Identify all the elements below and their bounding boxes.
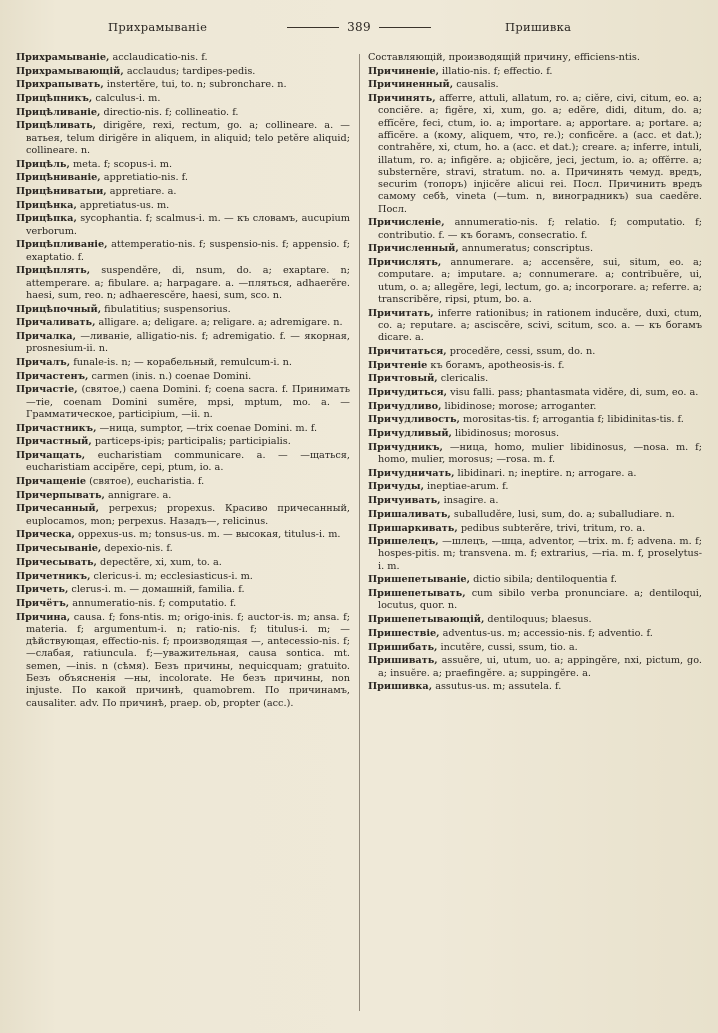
entry-headword: Прицѣпливаніе,: [16, 239, 108, 251]
entry-definition: dirigĕre, rexi, rectum, go. a; collineare. a. —ватьея, telum dirigĕre in aliquem, in aliquid; telo petĕre aliquid; collineare. n.: [26, 120, 350, 157]
entry-headword: Пришаливать,: [368, 508, 451, 520]
entry-headword: Причётъ,: [16, 597, 70, 609]
entry-headword: Причалъ,: [16, 357, 71, 369]
entry-definition: insagire. a.: [443, 495, 499, 507]
entry-headword: Прицѣливаніе,: [16, 106, 101, 118]
dictionary-entry: [16, 186, 350, 198]
dictionary-entry: [368, 588, 702, 613]
entry-headword: Причина,: [16, 611, 71, 623]
dictionary-entry: [16, 52, 350, 64]
entry-headword: Пришепетывать,: [368, 588, 466, 600]
entry-headword: Пришепетываніе,: [368, 574, 470, 586]
entry-headword: Пришивка,: [368, 681, 433, 693]
entry-headword: Прихрамывающій,: [16, 65, 124, 77]
dictionary-entry: [16, 371, 350, 383]
entry-definition: adventus-us. m; accessio-nis. f; adventio. f.: [442, 627, 653, 639]
dictionary-entry: [368, 495, 702, 507]
dictionary-entry: [16, 172, 350, 184]
entry-definition: visu falli. pass; phantasmata vidĕre, di, sum, eo. a.: [450, 387, 699, 399]
dictionary-entry: [368, 442, 702, 467]
entry-definition: —ница, homo, mulier libidinosus, —nosa. m. f; homo, mulier, morosus; —rosa. m. f.: [378, 441, 702, 466]
dictionary-entry: [16, 357, 350, 369]
entry-headword: Пришепетывающій,: [368, 614, 485, 626]
dictionary-entry: [368, 79, 702, 91]
dictionary-entry: [16, 213, 350, 238]
dictionary-entry: [16, 598, 350, 610]
entry-definition: assuĕre, ui, utum, uo. a; appingĕre, nxi, pictum, go. a; insuĕre. a; praefingĕre. a; suppingĕre. a.: [378, 655, 702, 679]
entry-definition: particeps-ipis; participalis; participialis.: [94, 436, 291, 448]
entry-definition: procedĕre, cessi, ssum, do. n.: [449, 345, 596, 357]
entry-definition: causalis.: [456, 79, 499, 91]
page-header: [0, 20, 718, 42]
entry-definition: meta. f; scopus-i. m.: [72, 158, 173, 170]
dictionary-entry: [16, 159, 350, 171]
dictionary-entry: [368, 217, 702, 242]
entry-headword: Пришествіе,: [368, 627, 440, 639]
entry-definition: inferre rationibus; in rationem inducĕre, duxi, ctum, co. a; reputare. a; asciscĕre, scivi, scitum, sco. a. — къ богамъ dicare. a.: [378, 307, 702, 344]
right-column: [368, 52, 702, 1025]
entry-definition: perpexus; propexus. Красиво причесанный, euplocamos, mon; perpexus. Назадъ—, relicinus.: [26, 503, 350, 527]
entry-headword: Прицѣплять,: [16, 265, 91, 277]
entry-headword: Причисленный,: [368, 243, 459, 255]
dictionary-entry: [368, 628, 702, 640]
entry-definition: calculus-i. m.: [95, 93, 161, 105]
dictionary-entry: [16, 571, 350, 583]
entry-headword: Пришаркивать,: [368, 522, 458, 534]
entry-headword: Причаливать,: [16, 317, 96, 329]
dictionary-entry: [368, 655, 702, 680]
dictionary-entry: [368, 681, 702, 693]
entry-definition: sycophantia. f; scalmus-i. m. — къ словамъ, aucupium verborum.: [26, 213, 350, 237]
entry-definition: libidinosus; morosus.: [454, 428, 560, 440]
entry-headword: Причесываніе,: [16, 543, 102, 555]
entry-headword: Причудничать,: [368, 467, 455, 479]
entry-definition: annigrare. a.: [108, 489, 172, 501]
dictionary-entry: [368, 428, 702, 440]
column-divider: [359, 54, 360, 1011]
entry-definition: incutĕre, cussi, ssum, tio. a.: [440, 641, 578, 653]
dictionary-entry: [16, 423, 350, 435]
dictionary-entry: [368, 66, 702, 78]
dictionary-entry: [16, 120, 350, 157]
dictionary-entry: [368, 414, 702, 426]
dictionary-entry: [368, 346, 702, 358]
entry-definition: annumerare. a; accensĕre, sui, situm, eo. a; computare. a; imputare. a; connumerare. a; contribuĕre, ui, utum, o. a; allegĕre, legi, lectum, go. a; incorporare. a; referre. a; transcribĕre, ripsi, ptum, bo. a.: [378, 257, 702, 305]
entry-definition: —шлецъ, —шца, adventor, —trix. m. f; advena. m. f; hospes-pitis. m; transvena. m. f; extrarius, —ria. m. f, proselytus-i. m.: [378, 536, 702, 572]
dictionary-entry: [16, 93, 350, 105]
entry-definition: dentiloquus; blaesus.: [487, 614, 592, 626]
entry-headword: Причастникъ,: [16, 422, 97, 434]
entry-headword: Прицѣль,: [16, 158, 70, 170]
dictionary-entry: [16, 543, 350, 555]
dictionary-entry: [16, 584, 350, 596]
entry-definition: clericus-i. m; ecclesiasticus-i. m.: [93, 570, 253, 582]
dictionary-entry: [16, 490, 350, 502]
entry-definition: directio-nis. f; collineatio. f.: [103, 106, 239, 118]
entry-definition: annumeratio-nis. f; relatio. f; computatio. f; contributio. f. — къ богамъ, consecratio. f.: [378, 217, 702, 241]
dictionary-entry: [16, 331, 350, 356]
entry-headword: Пришибать,: [368, 641, 438, 653]
entry-headword: Прицѣниваніе,: [16, 172, 101, 184]
entry-headword: Прихрапывать,: [16, 79, 104, 91]
entry-headword: Причтовый,: [368, 373, 438, 385]
dictionary-entry: [368, 523, 702, 535]
entry-definition: depectĕre, xi, xum, to. a.: [100, 556, 222, 568]
dictionary-entry: [16, 450, 350, 475]
entry-definition: —ливаніе, alligatio-nis. f; adremigatio. f. — якорная, prosnesium-ii. n.: [26, 331, 350, 355]
entry-headword: Причиненіе,: [368, 65, 439, 77]
entry-definition: suspendĕre, di, nsum, do. a; exaptare. n; attemperare. a; fibulare. a; harpagare. a. —пляться, adhaerĕre. haesi, sum, reo. n; adhaerescĕre, haesi, sum, sco. n.: [26, 265, 350, 302]
dictionary-entry: [16, 436, 350, 448]
dictionary-entry: [16, 557, 350, 569]
entry-headword: Прицѣпка,: [16, 213, 77, 225]
entry-definition: (святое), eucharistia. f.: [89, 476, 205, 488]
entry-headword: Прихрамываніе,: [16, 52, 110, 63]
entry-definition: fibulatitius; suspensorius.: [104, 303, 231, 315]
entry-definition: (святое,) caena Domini. f; coena sacra. f. Принимать —тіе, coenam Domini sumĕre, mpsi, mptum, mo. a. — Грамматическое, participium, —ii. n.: [26, 384, 350, 421]
entry-definition: libidinose; morose; arroganter.: [444, 400, 597, 412]
entry-definition: acclaudicatio-nis. f.: [112, 52, 208, 63]
entry-definition: clericalis.: [440, 373, 489, 385]
entry-definition: appretiatus-us. m.: [79, 199, 170, 211]
page-number: 389: [0, 20, 718, 34]
dictionary-entry: [16, 79, 350, 91]
entry-definition: dictio sibila; dentiloquentia f.: [473, 574, 617, 586]
entry-definition: eucharistiam communicare. a. — —щаться, eucharistiam accipĕre, cepi, ptum, io. a.: [26, 450, 350, 474]
dictionary-entry: [16, 304, 350, 316]
entry-headword: Причеть,: [16, 584, 69, 596]
entry-definition: instertĕre, tui, to. n; subronchare. n.: [106, 79, 287, 91]
entry-headword: Причесанный,: [16, 503, 99, 515]
entry-headword: Прицѣниватыи,: [16, 186, 107, 198]
entry-definition: carmen (inis. n.) coenae Domini.: [91, 370, 252, 382]
entry-headword: Прическа,: [16, 529, 75, 541]
entry-definition: annumeratus; conscriptus.: [461, 243, 594, 255]
entry-headword: Причуды,: [368, 481, 424, 493]
entry-headword: Причисленіе,: [368, 217, 445, 229]
entry-headword: Причислять,: [368, 257, 442, 269]
entry-definition: morositas-tis. f; arrogantia f; libidinitas-tis. f.: [463, 414, 684, 426]
entry-definition: ineptiae-arum. f.: [427, 481, 509, 493]
dictionary-entry: [368, 574, 702, 586]
entry-definition: acclaudus; tardipes-pedis.: [126, 65, 256, 77]
entry-headword: Причитать,: [368, 307, 434, 319]
entry-headword: Причиненный,: [368, 79, 454, 91]
entry-headword: Причудливость,: [368, 414, 460, 426]
entry-definition: suballudĕre, lusi, sum, do. a; suballudiare. n.: [453, 508, 675, 520]
entry-headword: Причастіе,: [16, 384, 78, 396]
entry-definition: —ница, sumptor, —trix coenae Domini. m. f.: [99, 422, 318, 434]
entry-definition: assutus-us. m; assutela. f.: [435, 681, 562, 693]
entry-headword: Причудникъ,: [368, 441, 443, 453]
entry-definition: pedibus subterĕre, trivi, tritum, ro. a.: [460, 522, 646, 534]
entry-definition: appretiatio-nis. f.: [103, 172, 188, 184]
dictionary-entry: [368, 52, 702, 64]
dictionary-entry: [16, 476, 350, 488]
dictionary-entry: [16, 503, 350, 528]
entry-definition: Составляющій, производящій причину, efficiens-ntis.: [368, 52, 640, 63]
entry-headword: Причтеніе: [368, 359, 428, 371]
dictionary-entry: [368, 243, 702, 255]
entry-headword: Причерпывать,: [16, 489, 105, 501]
entry-definition: libidinari. n; ineptire. n; arrogare. a.: [457, 467, 637, 479]
entry-headword: Причудливо,: [368, 400, 442, 412]
dictionary-entry: [16, 384, 350, 421]
entry-headword: Причуивать,: [368, 495, 441, 507]
entry-headword: Прицѣнка,: [16, 199, 77, 211]
entry-definition: funale-is. n; — корабельный, remulcum-i. n.: [73, 357, 292, 369]
entry-headword: Причудливый,: [368, 428, 452, 440]
entry-headword: Причинять,: [368, 93, 436, 105]
entry-definition: alligare. a; deligare. a; religare. a; adremigare. n.: [98, 317, 343, 329]
dictionary-entry: [16, 107, 350, 119]
entry-headword: Прицѣпникъ,: [16, 93, 93, 105]
dictionary-entry: [16, 239, 350, 264]
dictionary-entry: [16, 200, 350, 212]
entry-headword: Причащать,: [16, 450, 86, 462]
dictionary-entry: [368, 387, 702, 399]
entry-headword: Прицѣливать,: [16, 120, 97, 132]
dictionary-entry: [368, 401, 702, 413]
entry-headword: Причастный,: [16, 436, 92, 448]
entry-definition: depexio-nis. f.: [104, 543, 173, 555]
dictionary-entry: [16, 265, 350, 302]
dictionary-entry: [16, 66, 350, 78]
entry-definition: annumeratio-nis. f; computatio. f.: [72, 597, 237, 609]
dictionary-entry: [368, 481, 702, 493]
entry-headword: Причалка,: [16, 331, 76, 343]
entry-definition: afferre, attuli, allatum, ro. a; ciĕre, civi, citum, eo. a; conciĕre. a; figĕre, xi, xum, go. a; edĕre, didi, ditum, do. a; effĭcĕre, feci, ctum, io. a; importare. a; apportare. a; portare. a; afficĕre. a (кому, aliquem, что, re.); conficĕre. a (acc. et dat.); contrahĕre, xi, ctum, ho. a (acc. et dat.); creare. a; inferre, intuli, illatum, ro. a; infigĕre. a; objicĕre, jeci, jectum, io. a; offĕrre. a; substernĕre, stravi, stratum. no. a. Причинять чемуд. вредъ, securim (топоръ) injicĕre alicui rei. Посл. Причинить вредъ самому себѣ, vineta (—tum. n, виноградникъ) sua caedĕre. Посл.: [378, 93, 702, 215]
dictionary-entry: [368, 257, 702, 306]
dictionary-entry: [368, 468, 702, 480]
dictionary-entry: [368, 308, 702, 345]
entry-definition: cum sibilo verba pronunciare. a; dentiloqui, locutus, quor. n.: [378, 588, 702, 612]
entry-definition: къ богамъ, apotheosis-is. f.: [430, 359, 565, 371]
entry-headword: Причитаться,: [368, 345, 447, 357]
dictionary-entry: [368, 373, 702, 385]
dictionary-entry: [368, 614, 702, 626]
dictionary-entry: [368, 642, 702, 654]
dictionary-entry: [368, 509, 702, 521]
entry-headword: Причесывать,: [16, 556, 97, 568]
dictionary-entry: [368, 93, 702, 216]
entry-headword: Причетникъ,: [16, 570, 91, 582]
entry-definition: clerus-i. m. — домашній, familia. f.: [71, 584, 245, 596]
entry-definition: appretiare. a.: [109, 186, 177, 198]
entry-headword: Причащеніе: [16, 476, 87, 488]
entry-headword: Пришивать,: [368, 655, 438, 667]
left-column: [16, 52, 350, 1025]
entry-definition: causa. f; fons-ntis. m; origo-inis. f; auctor-is. m; ansa. f; materia. f; argumentum-i. n; ratio-nis. f; titulus-i. m; — дѣйствующая, effectio-nis. f; производящая —, antecessio-nis. f;—слабая, ratiuncula. f;—уважительная, causa sontica. mt. semen, —inis. n (сѣмя). Безъ причины, nequicquam; gratuito. Безъ объясненія —ны, incolorate. Не безъ причины, non injuste. По какой причинѣ, quamobrem. По причинамъ, causaliter. adv. По причинѣ, praep. ob, propter (acc.).: [26, 611, 350, 709]
dictionary-entry: [16, 612, 350, 710]
entry-definition: illatio-nis. f; effectio. f.: [442, 65, 553, 77]
entry-headword: Пришелецъ,: [368, 536, 439, 548]
entry-definition: attemperatio-nis. f; suspensio-nis. f; appensio. f; exaptatio. f.: [26, 239, 350, 263]
dictionary-entry: [16, 317, 350, 329]
entry-headword: Причастенъ,: [16, 370, 89, 382]
dictionary-entry: [368, 536, 702, 573]
entry-headword: Прицѣпочный,: [16, 303, 102, 315]
dictionary-entry: [368, 360, 702, 372]
header-right-word: Пришивка: [505, 20, 572, 34]
header-left-word: Прихрамываніе: [108, 20, 208, 34]
dictionary-entry: [16, 529, 350, 541]
entry-headword: Причудиться,: [368, 387, 448, 399]
entry-definition: oppexus-us. m; tonsus-us. m. — высокая, titulus-i. m.: [78, 529, 341, 541]
